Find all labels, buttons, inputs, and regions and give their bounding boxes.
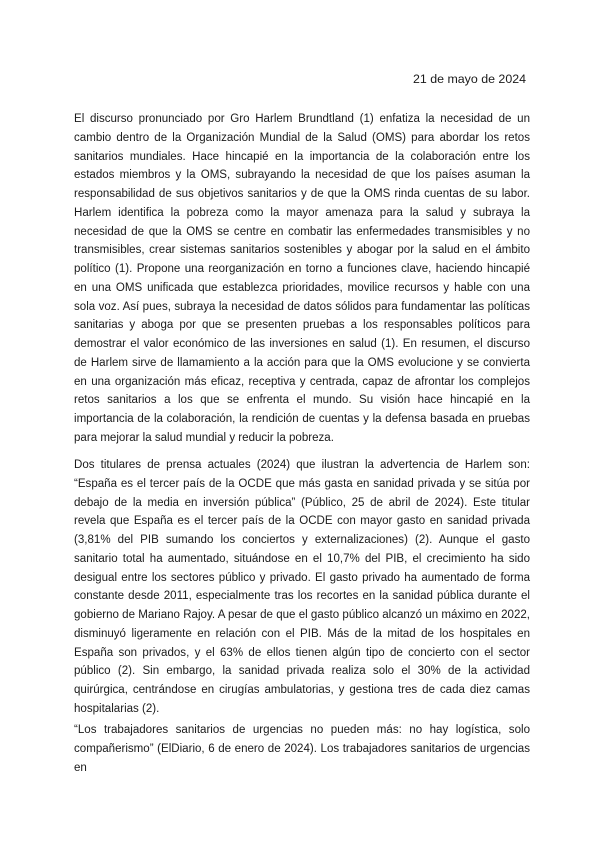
- paragraph-press-headline-1: Dos titulares de prensa actuales (2024) que ilustran la advertencia de Harlem son: “España es el tercer país de la OCDE que más gasta en sanidad privada y se sitúa por debajo de la media en inversión pública” (Público, 25 de abril de 2024). Este titular revela que España es el tercer país de la OCDE con mayor gasto en sanidad privada (3,81% del PIB sumando los conciertos y externalizaciones) (2). Aunque el gasto sanitario total ha aumentado, situándose en el 10,7% del PIB, el crecimiento ha sido desigual entre los sectores público y privado. El gasto privado ha aumentado de forma constante desde 2011, especialmente tras los recortes en la sanidad pública durante el gobierno de Mariano Rajoy. A pesar de que el gasto público alcanzó un máximo en 2022, disminuyó ligeramente en relación con el PIB. Más de la mitad de los hospitales en España son privados, y el 63% de ellos tienen algún tipo de concierto con el sector público (2). Sin embargo, la sanidad privada realiza solo el 30% de la actividad quirúrgica, centrándose en cirugías ambulatorias, y gestiona tres de cada diez camas hospitalarias (2).: [74, 459, 530, 715]
- paragraph-press-headline-2: “Los trabajadores sanitarios de urgencias no pueden más: no hay logística, solo compañerismo” (ElDiario, 6 de enero de 2024). Los trabajadores sanitarios de urgencias en: [74, 724, 530, 774]
- document-date: 21 de mayo de 2024: [413, 72, 526, 86]
- paragraph-brundtland-speech: El discurso pronunciado por Gro Harlem Brundtland (1) enfatiza la necesidad de un cambio dentro de la Organización Mundial de la Salud (OMS) para abordar los retos sanitarios mundiales. Hace hincapié en la importancia de la colaboración entre los estados miembros y la OMS, subrayando la necesidad de que los países asuman la responsabilidad de sus objetivos sanitarios y de que la OMS rinda cuentas de su labor. Harlem identifica la pobreza como la mayor amenaza para la salud y subraya la necesidad de que la OMS se centre en combatir las enfermedades transmisibles y no transmisibles, crear sistemas sanitarios sostenibles y abogar por la salud en el ámbito político (1). Propone una reorganización en torno a funciones clave, haciendo hincapié en una OMS unificada que establezca prioridades, movilice recursos y hable con una sola voz. Así pues, subraya la necesidad de datos sólidos para fundamentar las políticas sanitarias y aboga por que se presenten pruebas a los responsables políticos para demostrar el valor económico de las inversiones en salud (1). En resumen, el discurso de Harlem sirve de llamamiento a la acción para que la OMS evolucione y se convierta en una organización más eficaz, receptiva y centrada, capaz de afrontar los complejos retos sanitarios a los que se enfrenta el mundo. Su visión hace hincapié en la importancia de la colaboración, la rendición de cuentas y la defensa basada en pruebas para mejorar la salud mundial y reducir la pobreza.: [74, 113, 530, 444]
